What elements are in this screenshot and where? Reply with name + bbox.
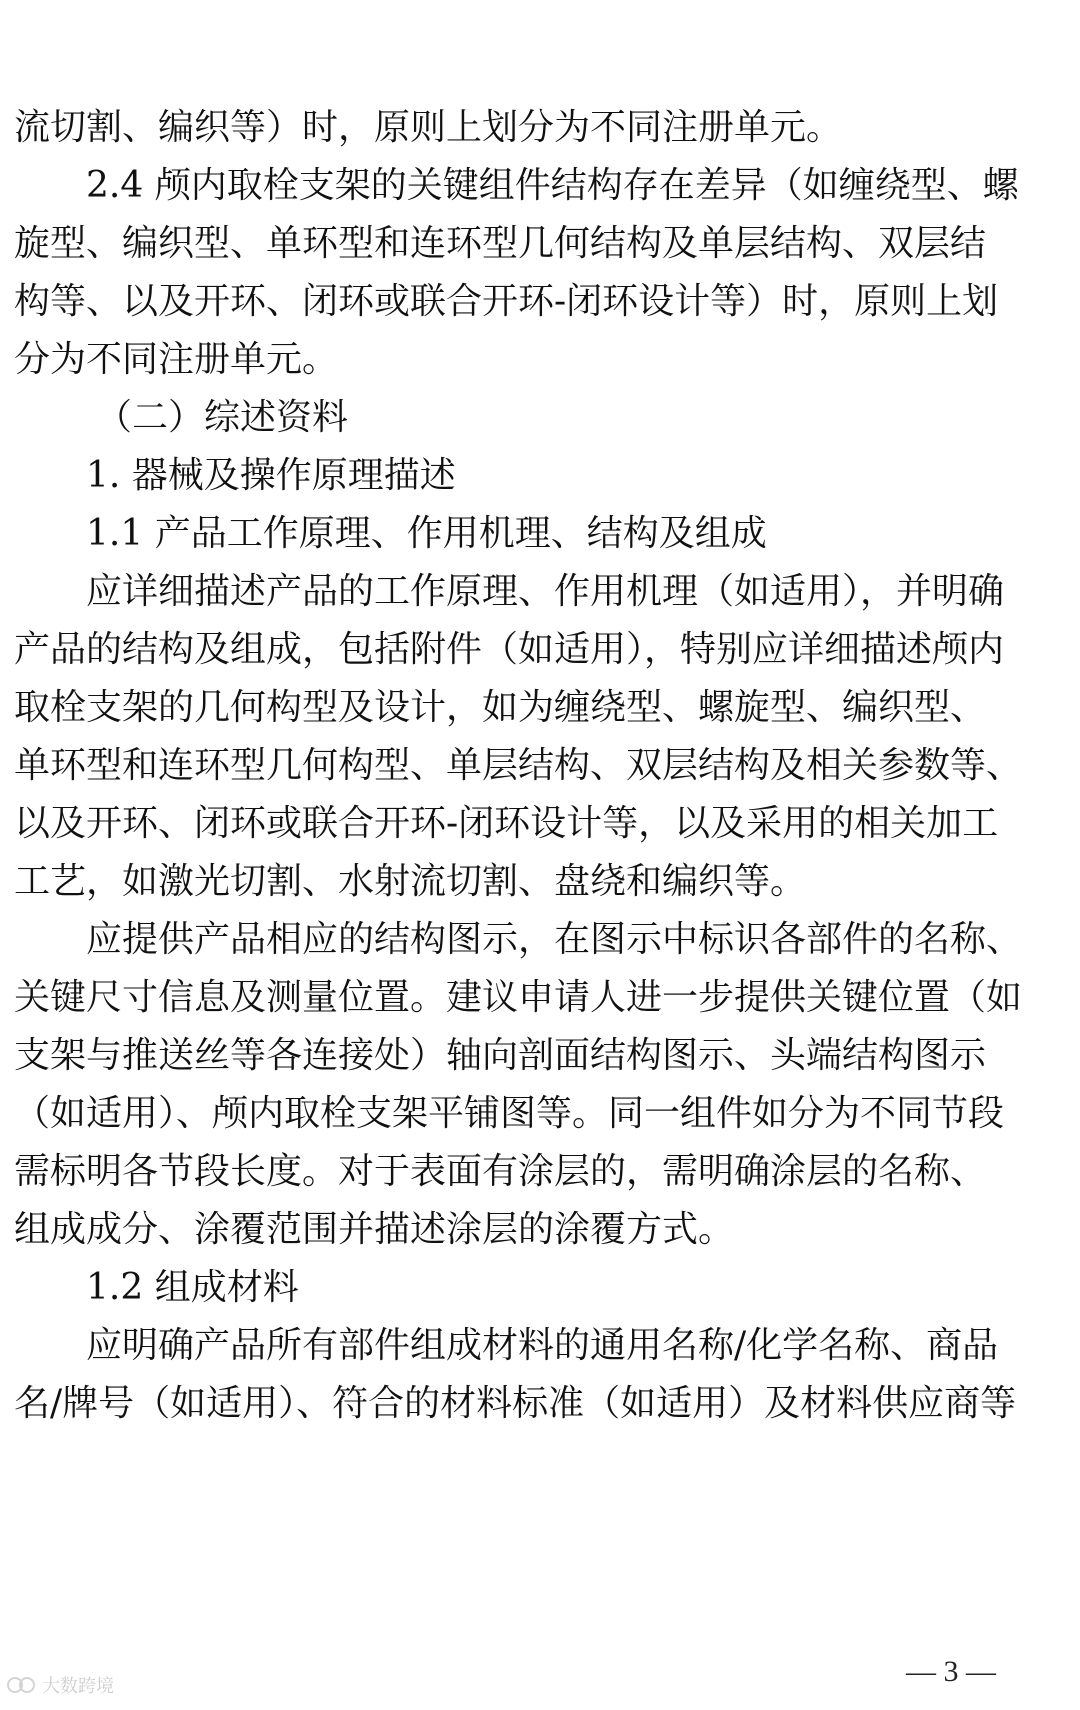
paragraph-line: 单环型和连环型几何构型、单层结构、双层结构及相关参数等、: [14, 745, 1023, 786]
section-heading: （二）综述资料: [96, 397, 349, 438]
watermark: [6, 1672, 114, 1698]
paragraph-line: 旋型、编织型、单环型和连环型几何结构及单层结构、双层结: [14, 223, 987, 264]
paragraph-line: 支架与推送丝等各连接处）轴向剖面结构图示、头端结构图示: [14, 1035, 987, 1076]
paragraph-line: 组成成分、涂覆范围并描述涂层的涂覆方式。: [14, 1209, 735, 1250]
subsection-heading: 1.1 产品工作原理、作用机理、结构及组成: [86, 513, 767, 554]
watermark-text: 大数跨境: [42, 1676, 114, 1697]
paragraph-line: 2.4 颅内取栓支架的关键组件结构存在差异（如缠绕型、螺: [86, 165, 1019, 206]
page-number: — 3 —: [906, 1655, 996, 1688]
paragraph-line: 流切割、编织等）时，原则上划分为不同注册单元。: [14, 107, 843, 148]
paragraph-line: 分为不同注册单元。: [14, 339, 339, 380]
paragraph-line: 应详细描述产品的工作原理、作用机理（如适用），并明确: [86, 571, 1005, 612]
paragraph-line: 需标明各节段长度。对于表面有涂层的，需明确涂层的名称、: [14, 1151, 987, 1192]
paragraph-line: 以及开环、闭环或联合开环-闭环设计等，以及采用的相关加工: [14, 803, 999, 844]
subsection-heading: 1. 器械及操作原理描述: [86, 455, 456, 496]
paragraph-line: 应明确产品所有部件组成材料的通用名称/化学名称、商品: [86, 1325, 999, 1366]
paragraph-line: 应提供产品相应的结构图示，在图示中标识各部件的名称、: [86, 919, 1023, 960]
paragraph-line: 取栓支架的几何构型及设计，如为缠绕型、螺旋型、编织型、: [14, 687, 987, 728]
paragraph-line: 名/牌号（如适用）、符合的材料标准（如适用）及材料供应商等: [14, 1383, 1017, 1424]
paragraph-line: 工艺，如激光切割、水射流切割、盘绕和编织等。: [14, 861, 807, 902]
paragraph-line: 构等、以及开环、闭环或联合开环-闭环设计等）时，原则上划: [14, 281, 999, 322]
watermark-logo-icon: [6, 1675, 36, 1695]
paragraph-line: （如适用）、颅内取栓支架平铺图等。同一组件如分为不同节段: [14, 1093, 1005, 1134]
paragraph-line: 产品的结构及组成，包括附件（如适用），特别应详细描述颅内: [14, 629, 1005, 670]
paragraph-line: 关键尺寸信息及测量位置。建议申请人进一步提供关键位置（如: [14, 977, 1023, 1018]
subsection-heading: 1.2 组成材料: [86, 1267, 299, 1308]
